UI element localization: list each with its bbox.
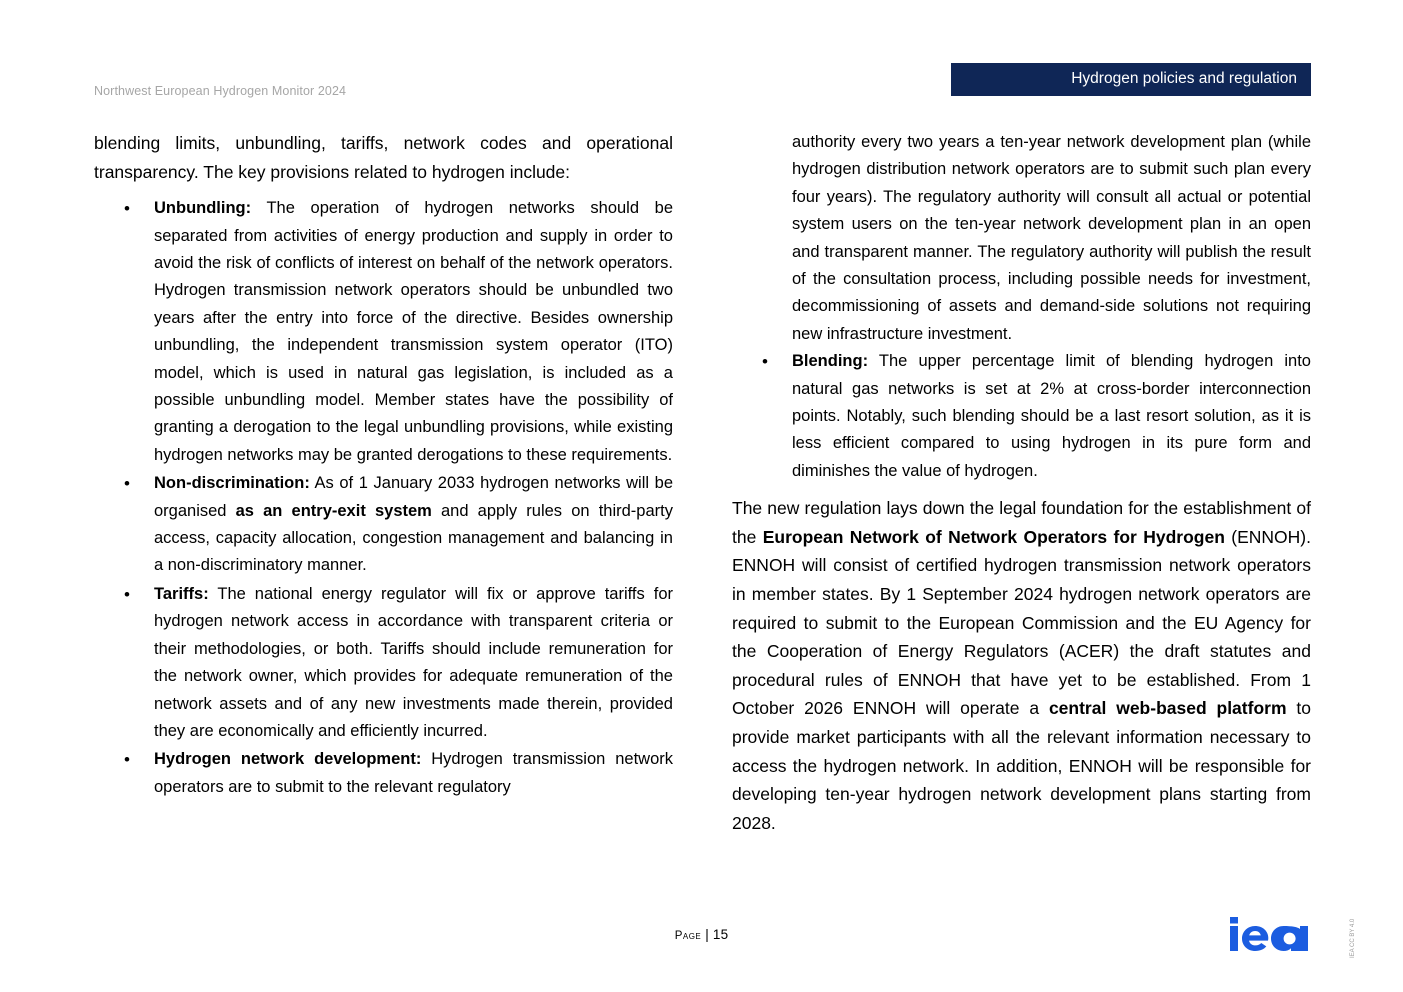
bullet-term: Unbundling: xyxy=(154,199,252,218)
provisions-list xyxy=(94,195,673,801)
iea-logo-icon xyxy=(1230,917,1308,951)
logo-letter-i-dot xyxy=(1230,917,1238,924)
list-item-tariffs xyxy=(94,581,673,745)
list-item-network-development xyxy=(94,746,673,801)
bullet-text: The upper percentage limit of blending hydrogen into natural gas networks is set at 2% at cross-border interconnection points. Notably, such blending should be a last resort solution, as it is less efficient compared to using hydrogen in its pure form and diminishes the value of hydrogen. xyxy=(792,352,1311,480)
intro-paragraph: blending limits, unbundling, tariffs, network codes and operational transparency. The key provisions related to hydrogen include: xyxy=(94,133,673,182)
bullet-text: Hydrogen transmission network operators are to submit to the relevant regulatory xyxy=(154,750,674,796)
bullet-text: and apply rules on third-party access, capacity allocation, congestion management and balancing in a non-discriminatory manner. xyxy=(154,501,673,575)
logo-letter-a xyxy=(1271,926,1308,951)
left-column xyxy=(94,129,673,802)
list-item-unbundling xyxy=(94,195,673,469)
section-title-badge: Hydrogen policies and regulation xyxy=(951,63,1311,96)
bullet-emphasis: as an entry-exit system xyxy=(235,501,432,520)
bullet-term: Tariffs: xyxy=(154,584,209,603)
bullet-term: Non-discrimination: xyxy=(154,474,310,493)
page-separator: | xyxy=(701,927,713,942)
bullet-text: As of 1 January 2033 hydrogen networks will be organised xyxy=(154,474,673,520)
provisions-list-continued xyxy=(732,348,1311,485)
right-column xyxy=(732,129,1311,837)
bullet-text: The national energy regulator will fix or approve tariffs for hydrogen network access in accordance with transparent criteria or their methodologies, or both. Tariffs should include remuneration for the network owner, which provides for adequate remuneration of the network assets and of any new investments made therein, provided they are economically and efficiently incurred. xyxy=(154,584,673,740)
page-number-value: 15 xyxy=(712,927,729,942)
bullet-text: The operation of hydrogen networks should be separated from activities of energy production and supply in order to avoid the risk of conflicts of interest on behalf of the network operators. Hydrogen transmission network operators should be unbundled two years after the entry into force of the directive. Besides ownership unbundling, the independent transmission system operator (ITO) model, which is used in natural gas legislation, is included as a possible unbundling model. Member states have the possibility of granting a derogation to the legal unbundling provisions, while existing hydrogen networks may be granted derogations to these requirements. xyxy=(154,199,673,464)
list-item-blending xyxy=(732,348,1311,485)
logo-letter-e xyxy=(1242,926,1268,951)
paragraph-text: The new regulation lays down the legal foundation for the establishment of the xyxy=(732,498,1311,547)
network-development-continuation: authority every two years a ten-year network development plan (while hydrogen distribution network operators are to submit such plan every four years). The regulatory authority will consult all actual or potential system users on the ten-year network development plan in an open and transparent manner. The regulatory authority will publish the result of the consultation process, including possible needs for investment, decommissioning of assets and demand-side solutions not requiring new infrastructure investment. xyxy=(792,133,1311,343)
paragraph-emphasis: central web-based platform xyxy=(1048,698,1287,719)
ennoh-paragraph xyxy=(732,494,1311,837)
logo-letter-i-stem xyxy=(1230,926,1238,951)
paragraph-emphasis: European Network of Network Operators for Hydrogen xyxy=(762,526,1225,547)
bullet-term: Hydrogen network development: xyxy=(154,750,422,769)
list-item-non-discrimination xyxy=(94,470,673,580)
page-number xyxy=(0,927,1403,942)
paragraph-text: to provide market participants with all the relevant information necessary to access the hydrogen network. In addition, ENNOH will be responsible for developing ten-year hydrogen network development plans starting from 2028. xyxy=(732,698,1311,833)
license-note: IEA CC BY 4.0 xyxy=(1350,918,1356,958)
page-label: Page xyxy=(674,930,702,942)
bullet-term: Blending: xyxy=(792,352,869,371)
document-title: Northwest European Hydrogen Monitor 2024 xyxy=(94,84,347,98)
paragraph-text: (ENNOH). ENNOH will consist of certified hydrogen transmission network operators in member states. By 1 September 2024 hydrogen network operators are required to submit to the European Commission and the EU Agency for the Cooperation of Energy Regulators (ACER) the draft statutes and procedural rules of ENNOH that have yet to be established. From 1 October 2026 ENNOH will operate a xyxy=(732,526,1311,719)
